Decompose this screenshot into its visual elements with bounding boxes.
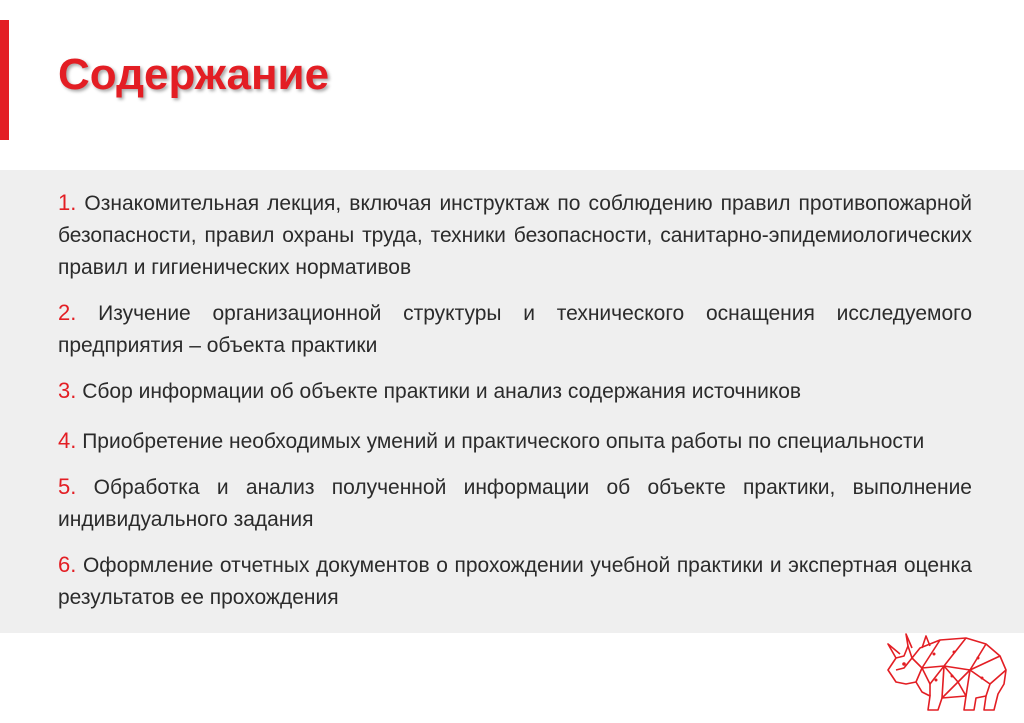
item-number: 6. <box>58 552 77 577</box>
list-item <box>58 297 972 362</box>
contents-list <box>58 187 972 627</box>
item-number: 4. <box>58 428 77 453</box>
page-title: Содержание <box>58 50 330 99</box>
item-number: 5. <box>58 474 77 499</box>
list-item <box>58 375 972 408</box>
item-text: Сбор информации об объекте практики и анализ содержания источников <box>82 380 802 403</box>
item-number: 3. <box>58 378 77 403</box>
item-text: Изучение организационной структуры и технического оснащения исследуемого предприятия – объекта практики <box>58 302 972 357</box>
list-item <box>58 425 972 458</box>
item-number: 2. <box>58 300 77 325</box>
item-text: Ознакомительная лекция, включая инструктаж по соблюдению правил противопожарной безопасности, правил охраны труда, техники безопасности, санитарно-эпидемиологических правил и гигиенических нормативов <box>58 192 972 279</box>
list-item <box>58 187 972 284</box>
item-text: Оформление отчетных документов о прохождении учебной практики и экспертная оценка результатов ее прохождения <box>58 554 972 609</box>
list-item <box>58 549 972 614</box>
item-text: Обработка и анализ полученной информации об объекте практики, выполнение индивидуального задания <box>58 476 972 531</box>
accent-bar <box>0 20 9 140</box>
item-text: Приобретение необходимых умений и практического опыта работы по специальности <box>82 430 925 453</box>
rhino-logo-icon <box>882 618 1016 718</box>
list-item <box>58 471 972 536</box>
item-number: 1. <box>58 190 77 215</box>
